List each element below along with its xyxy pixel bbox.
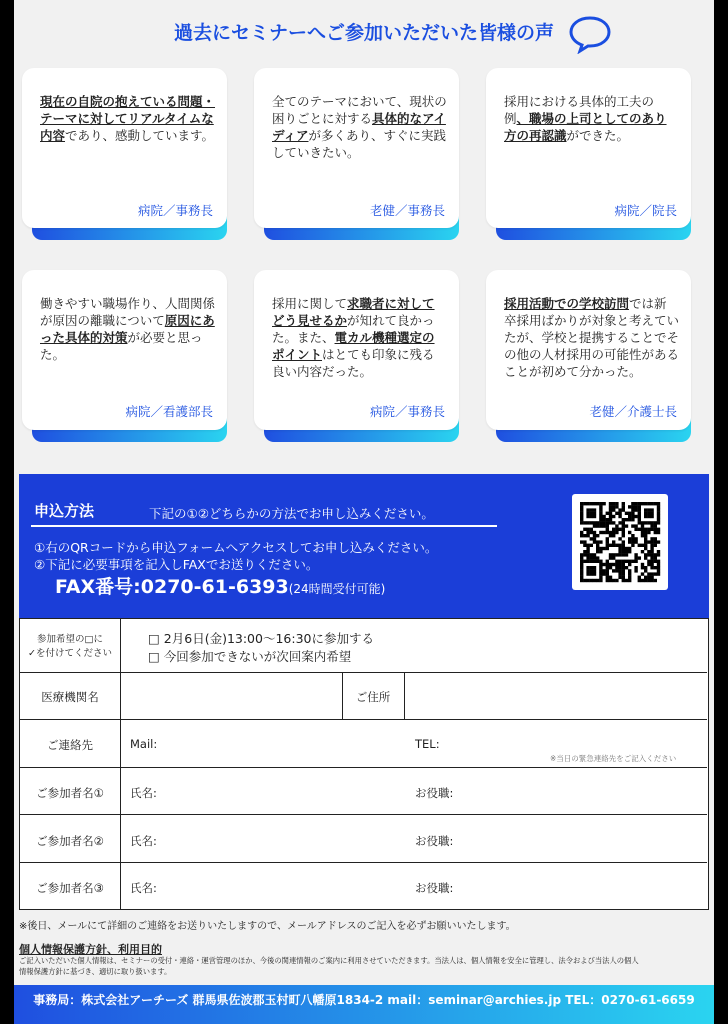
checkbox-instruction: 参加希望の□に ✓を付けてください — [28, 634, 112, 659]
participant-3-name[interactable]: 氏名: — [130, 881, 157, 895]
testimonial-text: 採用における具体的工夫の例、職場の上司としてのあり方の再認識ができた。 — [504, 94, 667, 143]
testimonial-text: 採用に関して求職者に対してどう見せるかが知れて良かった。また、電カル機種選定のポイントはとても印象に残る良い内容だった。 — [272, 296, 435, 379]
contact-label: ご連絡先 — [47, 738, 93, 752]
participant-1-position[interactable]: お役職: — [415, 786, 454, 800]
tel-field[interactable]: TEL: — [415, 737, 440, 751]
testimonial-author: 病院／院長 — [614, 203, 677, 218]
privacy-text: ご記入いただいた個人情報は、セミナーの受付・連絡・運営管理のほか、今後の関連情報のご案内に利用させていただきます。当法人は、個人情報を安全に管理し、法令および当法人の個人 — [19, 956, 639, 965]
qr-instruction: ①右のQRコードから申込フォームへアクセスしてお申し込みください。 — [34, 540, 438, 555]
testimonial-card — [22, 68, 227, 240]
next-notice-option[interactable]: □ 今回参加できないが次回案内希望 — [148, 649, 352, 664]
application-subtitle: 下記の①②どちらかの方法でお申し込みください。 — [149, 506, 434, 521]
testimonial-card — [22, 270, 227, 442]
fax-note: (24時間受付可能) — [288, 582, 386, 596]
testimonial-text: 現在の自院の抱えている問題・テーマに対してリアルタイムな内容であり、感動しています。 — [40, 94, 216, 143]
participant-1-name[interactable]: 氏名: — [130, 786, 157, 800]
address-field[interactable] — [405, 673, 705, 718]
testimonial-text: 採用活動での学校訪問では新卒採用ばかりが対象と考えていたが、学校と提携することでその他の人材採用の可能性があることが初めて分かった。 — [504, 296, 680, 379]
flyer-page — [14, 0, 714, 1024]
qr-code-image — [572, 494, 668, 590]
attend-option[interactable]: □ 2月6日(金)13:00～16:30に参加する — [148, 631, 374, 646]
participant-1-label: ご参加者名① — [36, 786, 104, 800]
application-method-panel — [19, 474, 709, 618]
participant-3-label: ご参加者名③ — [36, 881, 104, 895]
fax-instruction: ②下記に必要事項を記入しFAXでお送りください。 — [34, 557, 319, 572]
institution-field[interactable] — [121, 673, 341, 718]
testimonial-card — [254, 270, 459, 442]
speech-bubble-icon — [567, 14, 613, 54]
participant-3-position[interactable]: お役職: — [415, 881, 454, 895]
participant-2-position[interactable]: お役職: — [415, 834, 454, 848]
testimonial-card — [486, 270, 691, 442]
institution-label: 医療機関名 — [41, 690, 99, 704]
testimonial-text: 働きやすい職場作り、人間関係が原因の離職について原因にあった具体的対策が必要と思った。 — [40, 296, 216, 362]
footer-contact: 事務局：株式会社アーチーズ 群馬県佐波郡玉村町八幡原1834-2 mail：seminar@archies.jp TEL：0270-61-6659 — [33, 993, 695, 1007]
testimonial-author: 老健／介護士長 — [589, 404, 677, 419]
divider — [31, 525, 497, 527]
footer-bar — [14, 985, 714, 1024]
testimonial-author: 老健／事務長 — [369, 203, 445, 218]
testimonial-author: 病院／事務長 — [137, 203, 213, 218]
participant-2-label: ご参加者名② — [36, 834, 104, 848]
application-form — [19, 618, 709, 910]
page-title: 過去にセミナーへご参加いただいた皆様の声 — [173, 22, 554, 44]
qr-code[interactable] — [572, 494, 668, 590]
testimonial-text: 全てのテーマにおいて、現状の困りごとに対する具体的なアイディアが多くあり、すぐに実践していきたい。 — [272, 94, 447, 160]
testimonial-author: 病院／看護部長 — [125, 404, 213, 419]
mail-field[interactable]: Mail: — [130, 737, 158, 751]
testimonial-card — [254, 68, 459, 240]
testimonial-card — [486, 68, 691, 240]
application-heading: 申込方法 — [34, 502, 95, 520]
fax-number: FAX番号:0270-61-6393(24時間受付可能) — [55, 576, 386, 598]
participant-2-name[interactable]: 氏名: — [130, 834, 157, 848]
address-label: ご住所 — [355, 690, 391, 704]
email-note: ※後日、メールにて詳細のご連絡をお送りいたしますので、メールアドレスのご記入を必ずお願いいたします。 — [19, 921, 516, 932]
tel-note: ※当日の緊急連絡先をご記入ください — [550, 754, 677, 763]
testimonial-author: 病院／事務長 — [369, 404, 445, 419]
privacy-text: 情報保護方針に基づき、適切に取り扱います。 — [19, 967, 172, 976]
privacy-title: 個人情報保護方針、利用目的 — [19, 943, 162, 956]
